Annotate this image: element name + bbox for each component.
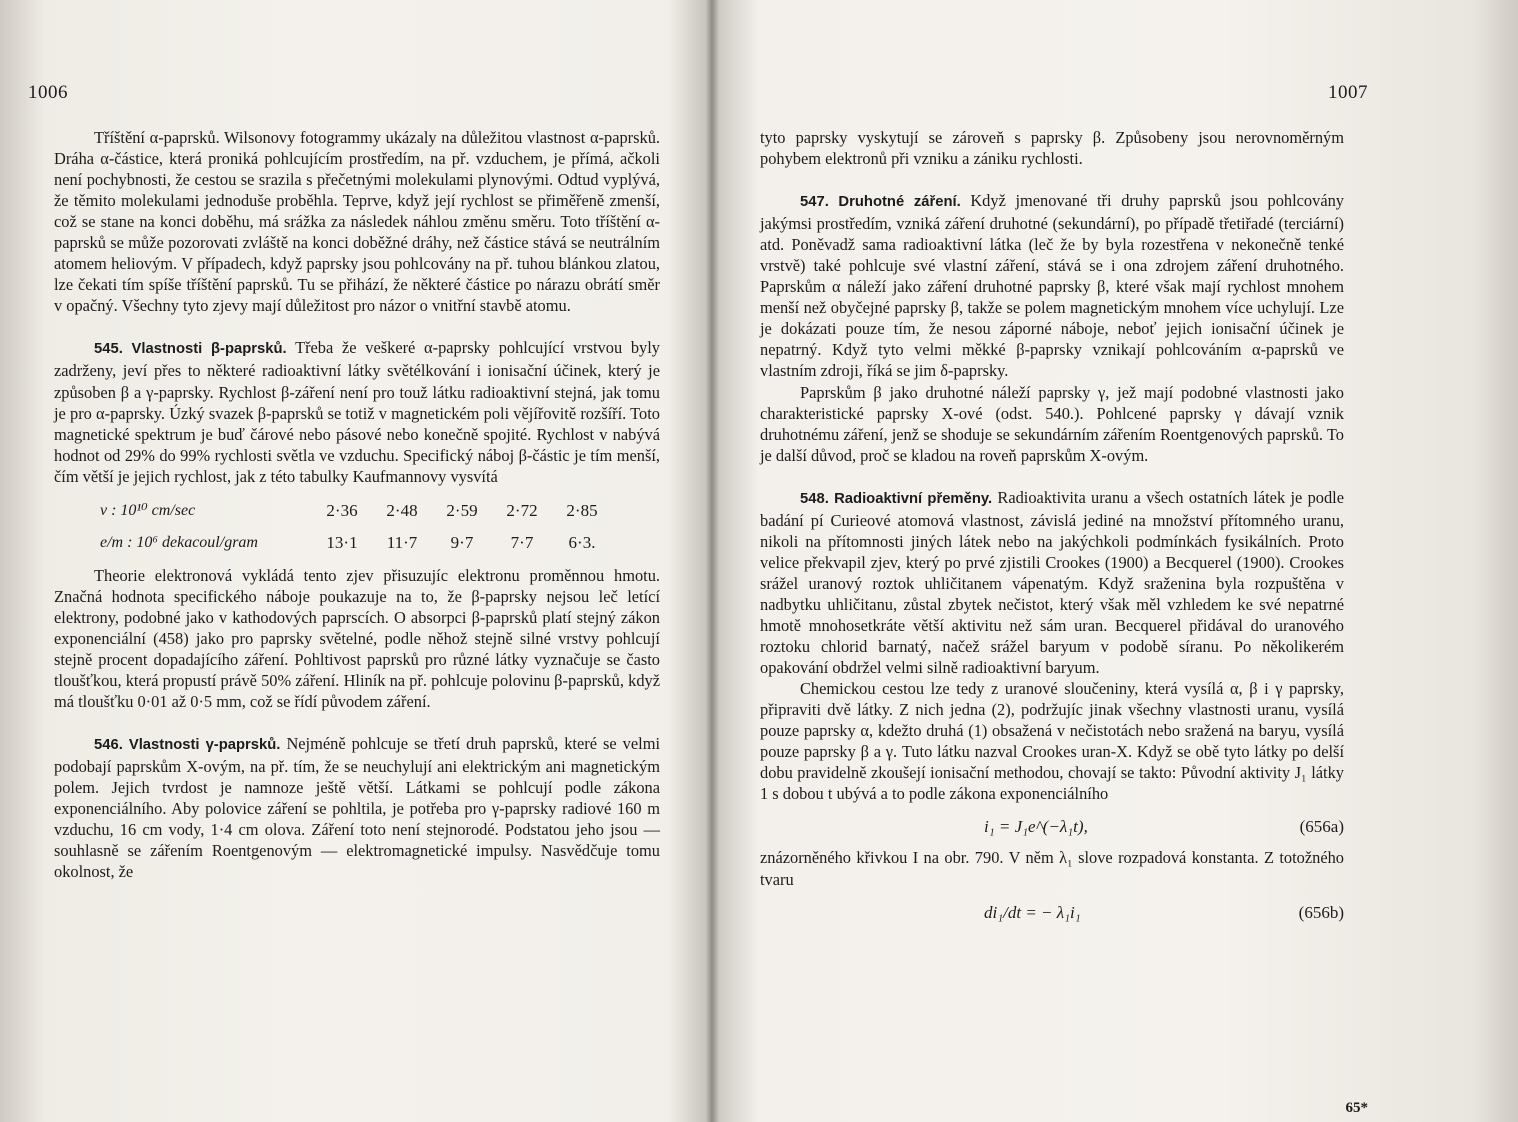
table-row <box>54 527 614 559</box>
paragraph: Theorie elektronová vykládá tento zjev přisuzujíc elektronu proměnnou hmotu. Značná hodnota specifického náboje poukazuje na to, že β-paprsky nejsou leč letící elektrony, podobné jako v kathodových paprscích. O absorpci β-paprsků platí stejný zákon exponenciální (458) jako pro paprsky světelné, podle něhož stejně silné vrstvy pohlcují stejně procent dopadajícího záření. Pohltivost paprsků pro různé látky vyznačuje se často tloušťkou, která propustí právě 50% záření. Hliník na př. pohlcuje polovinu β-paprsků, když má tloušťku 0·01 až 0·5 mm, což se řídí původem záření. <box>54 565 660 712</box>
equation-number: (656b) <box>1298 902 1344 922</box>
section-545 <box>54 337 660 486</box>
table-cell: 6·3. <box>568 533 596 553</box>
page-body <box>54 127 660 882</box>
section-text: Nejméně pohlcuje se třetí druh paprsků, které se velmi podobají paprskům X-ovým, na př. tím, že se neuchylují ani elektrickým ani magnetickým polem. Jejich tvrdost je namnoze ještě větší. Látkami se pohlcují podle zákona exponenciálního. Aby polovice záření se pohltila, je potřeba pro γ-paprsky radiové 160 m vzduchu, 16 cm vody, 1·4 cm olova. Záření toto není stejnorodé. Podstatou jeho jsou — souhlasně se zářením Roentgenovým — elektromagnetické impulsy. Nasvědčuje tomu okolnost, že <box>54 734 661 882</box>
table-row <box>54 495 614 527</box>
equation-656a <box>760 816 1344 837</box>
table-row-label: e/m : 10⁶ dekacoul/gram <box>100 534 258 552</box>
table-cell: 2·59 <box>446 501 478 521</box>
kaufmann-table <box>54 495 614 559</box>
paragraph: Paprskům β jako druhotné náleží paprsky γ, jež mají podobné vlastnosti jako charakteristické paprsky X-ové (odst. 540.). Pohlcené paprsky γ dávají vznik druhotnému záření, jenž se shoduje se sekundárním zářením Roentgenových paprsků. To je další důvod, proč se kladou na roveň paprskům X-ovým. <box>760 382 1344 465</box>
section-text: Radioaktivita uranu a všech ostatních látek je podle badání pí Curieové atomová vlastnost, závislá jediné na množství přítomného uranu, nikoli na přítomnosti jiných látek nebo na jakýchkoli podmínkách fysikálních. Proto velice překvapil zjev, který po prvé zjistili Crookes (1900) a Becquerel (1900). Crookes srážel uranový roztok uhličitanem vápenatým. Když sraženina byla rozpuštěna v nadbytku uhličitanu, zůstal zbytek nečistot, který však měl vzhledem ke své nepatrné hmotě mnohosetkráte větší aktivitu než sám uran. Becquerel přidával do uranového roztoku chlorid barnatý, načež srážel baryum v podobě síranu. Po několikerém opakování obdržel velmi silně radioaktivní baryum. <box>760 487 1344 678</box>
equation: di₁/dt = − λ₁i₁ <box>984 902 1081 922</box>
section-547 <box>760 190 1344 381</box>
section-548 <box>760 487 1344 678</box>
signature-mark: 65* <box>1345 1100 1368 1116</box>
section-546 <box>54 733 660 882</box>
equation: i₁ = J₁e^(−λ₁t), <box>984 817 1088 837</box>
section-heading: 547. Druhotné záření. <box>800 194 961 211</box>
table-cell: 2·36 <box>326 501 358 521</box>
left-page <box>0 0 712 1122</box>
equation-number: (656a) <box>1299 817 1344 837</box>
right-page <box>722 0 1518 1122</box>
table-cell: 2·72 <box>506 501 538 521</box>
section-heading: 546. Vlastnosti γ-paprsků. <box>94 737 281 754</box>
table-cell: 9·7 <box>450 533 474 553</box>
section-heading: 548. Radioaktivní přeměny. <box>800 490 993 507</box>
table-cell: 2·48 <box>386 501 418 521</box>
table-cell: 11·7 <box>386 533 418 553</box>
table-cell: 2·85 <box>566 501 598 521</box>
table-cell: 7·7 <box>510 533 534 553</box>
page-number: 1006 <box>28 82 68 103</box>
page-body <box>760 127 1344 933</box>
table-row-label: v : 10¹⁰ cm/sec <box>100 502 196 520</box>
paragraph: znázorněného křivkou I na obr. 790. V něm λ₁ slove rozpadová konstanta. Z totožného tvaru <box>760 848 1344 889</box>
equation-656b <box>760 902 1344 923</box>
paragraph: Chemickou cestou lze tedy z uranové sloučeniny, která vysílá α, β i γ paprsky, připraviti dvě látky. Z nich jedna (2), podržujíc jinak všechny vlastnosti uranu, vysílá pouze paprsky α, kdežto druhá (1) obsažená v nečistotách nebo sražená na baryu, vysílá pouze paprsky β a γ. Tuto látku nazval Crookes uran-X. Když se obě tyto látky po delší dobu pravidelně zkoušejí ionisační methodou, chovají se takto: Původní aktivity J₁ látky 1 s dobou t ubývá a to podle zákona exponenciálního <box>760 679 1344 804</box>
paragraph: Tříštění α-paprsků. Wilsonovy fotogrammy ukázaly na důležitou vlastnost α-paprsků. Dráha α-částice, která proniká pohlcujícím prostředím, na př. vzduchem, je přímá, ačkoli není pochybnosti, že cestou se srazila s přečetnými molekulami plynovými. Odtud vyplývá, že těmito molekulami jednoduše proběhla. Teprve, když její rychlost se přiměřeně zmenší, což se stane na konci doběhu, má srážka za následek náhlou změnu směru. Toto tříštění α-paprsků se může pozorovati zvláště na konci doběžné dráhy, než částice stává se neutrálním atomem heliovým. V případech, když paprsky jsou pohlcovány na př. tuhou blánkou zlatou, lze čekati tím spíše tříštění paprsků. Tu se přihází, že některé částice po nárazu obrátí směr v opačný. Všechny tyto zjevy mají důležitost pro názor o vnitřní stavbě atomu. <box>54 128 660 316</box>
page-number: 1007 <box>1328 82 1368 103</box>
paragraph: tyto paprsky vyskytují se zároveň s paprsky β. Způsobeny jsou nerovnoměrným pohybem elektronů při vzniku a zániku rychlosti. <box>760 128 1344 169</box>
section-text: Když jmenované tři druhy paprsků jsou pohlcovány jakýmsi prostředím, vzniká záření druhotné (sekundární), po případě třetiřadé (terciární) atd. Poněvadž sama radioaktivní látka (leč že by byla rozestřena v nekonečně tenké vrstvě) také pohlcuje své vlastní záření, stává se i ona zdrojem záření druhotného. Paprskům α náleží jako záření druhotné paprsky β, které však mají rychlost mnohem menší než obyčejné paprsky β, takže se polem magnetickým mnohem více uchylují. Lze je dokázati pouze tím, že nesou záporné náboje, neboť jejich ionisační účinek je nepatrný. Když tyto velmi měkké β-paprsky vznikají pohlcováním α-paprsků ve vlastním zdroji, říká se jim δ-paprsky. <box>760 191 1344 381</box>
section-heading: 545. Vlastnosti β-paprsků. <box>94 341 287 358</box>
section-text: Třeba že veškeré α-paprsky pohlcující vrstvou byly zadrženy, jeví přes to některé radioaktivní látky světélkování i ionisační účinek, který je způsoben β a γ-paprsky. Rychlost β-záření není pro touž látku radioaktivní stejná, jak tomu je pro α-paprsky. Úzký svazek β-paprsků se totiž v magnetickém poli vějířovitě rozšíří. Toto magnetické spektrum je buď čárové nebo pásové nebo konečně spojité. Rychlost v nabývá hodnot od 29% do 99% rychlosti světla ve vzduchu. Specifický náboj β-částic je tím menší, čím větší je jejich rychlost, jak z této tabulky Kaufmannovy vysvítá <box>54 338 661 486</box>
table-cell: 13·1 <box>326 533 358 553</box>
